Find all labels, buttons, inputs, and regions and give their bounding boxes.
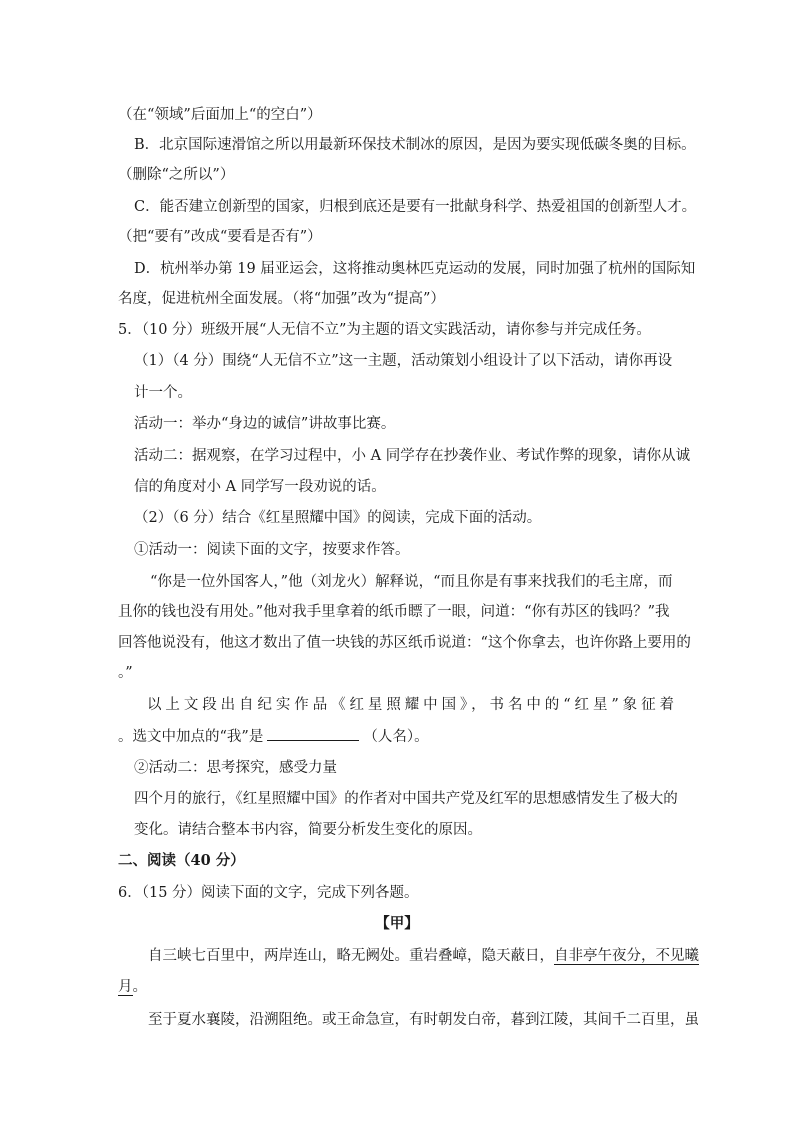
section-heading-reading: 二、阅读（40 分） [118,852,245,869]
q5-part2-activity1: ①活动一：阅读下面的文字，按要求作答。 [134,542,410,558]
q4-option-b-note: （删除“之所以”） [118,167,235,183]
q5-part2-activity2: ②活动二：思考探究，感受力量 [134,760,337,776]
q4-option-d-line2: 名度，促进杭州全面发展。（将“加强”改为“提高”） [118,291,445,307]
q5-activity1: 活动一：举办“身边的诚信”讲故事比赛。 [134,416,396,432]
q5-activity2-line2: 信的角度对小 A 同学写一段劝说的话。 [134,479,386,495]
quote-line2: 且你的钱也没有用处。”他对我手里拿着的纸币瞟了一眼，问道：“你有苏区的钱吗？”我 [118,604,670,620]
fill-in-line2-text: 。选文中加点的“我”是 [118,729,264,745]
underlined-sentence-part2: 月 [118,979,133,995]
q5-activity2-line1: 活动二：据观察，在学习过程中，小 A 同学存在抄袭作业、考试作弊的现象，请你从诚 [134,448,691,464]
fill-in-line2-suffix: （人名）。 [363,729,429,745]
quote-line4: 。” [118,665,133,681]
passage-para1-line1 [148,946,699,966]
quote-line1: “你是一位外国客人，”他（刘龙火）解释说，“而且你是有事来找我们的毛主席，而 [150,574,673,590]
passage-label-jia: 【甲】 [375,915,419,932]
answer-blank[interactable] [267,726,359,741]
q4-option-b: B．北京国际速滑馆之所以用最新环保技术制冰的原因，是因为要实现低碳冬奥的目标。 [134,137,696,153]
quote-line3: 回答他说没有，他这才数出了值一块钱的苏区纸币说道：“这个你拿去，也许你路上要用的 [118,635,691,651]
passage-para2-line1: 至于夏水襄陵，沿溯阻绝。或王命急宣，有时朝发白帝，暮到江陵，其间千二百里，虽 [148,1012,699,1028]
fill-in-line1: 以上文段出自纪实作品《红星照耀中国》，书名中的“红星”象征着 [147,697,674,713]
q5-part1-line1: （1）（4 分）围绕“人无信不立”这一主题，活动策划小组设计了以下活动，请你再设 [134,353,673,369]
underlined-sentence-part1: 自非亭午夜分，不见曦 [554,948,699,964]
fill-in-line2 [118,726,429,747]
passage-para1-end: 。 [132,979,147,995]
q5-part1-line2: 计一个。 [134,385,192,401]
activity2-text-line1: 四个月的旅行，《红星照耀中国》的作者对中国共产党及红军的思想感情发生了极大的 [134,791,678,807]
q4-option-d-line1: D．杭州举办第 19 届亚运会，这将推动奥林匹克运动的发展，同时加强了杭州的国际知 [134,261,696,277]
activity2-text-line2: 变化。请结合整本书内容，简要分析发生变化的原因。 [134,822,482,838]
passage-para1-line2 [118,977,147,997]
q4-option-a-note: （在“领域”后面加上“的空白”） [118,107,322,123]
passage-para1-text: 自三峡七百里中，两岸连山，略无阙处。重岩叠嶂，隐天蔽日， [148,948,554,964]
q4-option-c: C．能否建立创新型的国家，归根到底还是要有一批献身科学、热爱祖国的创新型人才。 [134,199,697,215]
q4-option-c-note: （把“要有”改成“要看是否有”） [118,229,322,245]
q5-part2: （2）（6 分）结合《红星照耀中国》的阅读，完成下面的活动。 [134,510,542,526]
q6-stem: 6．（15 分）阅读下面的文字，完成下列各题。 [118,885,419,901]
q5-stem: 5．（10 分）班级开展“人无信不立”为主题的语文实践活动，请你参与并完成任务。 [118,322,651,338]
